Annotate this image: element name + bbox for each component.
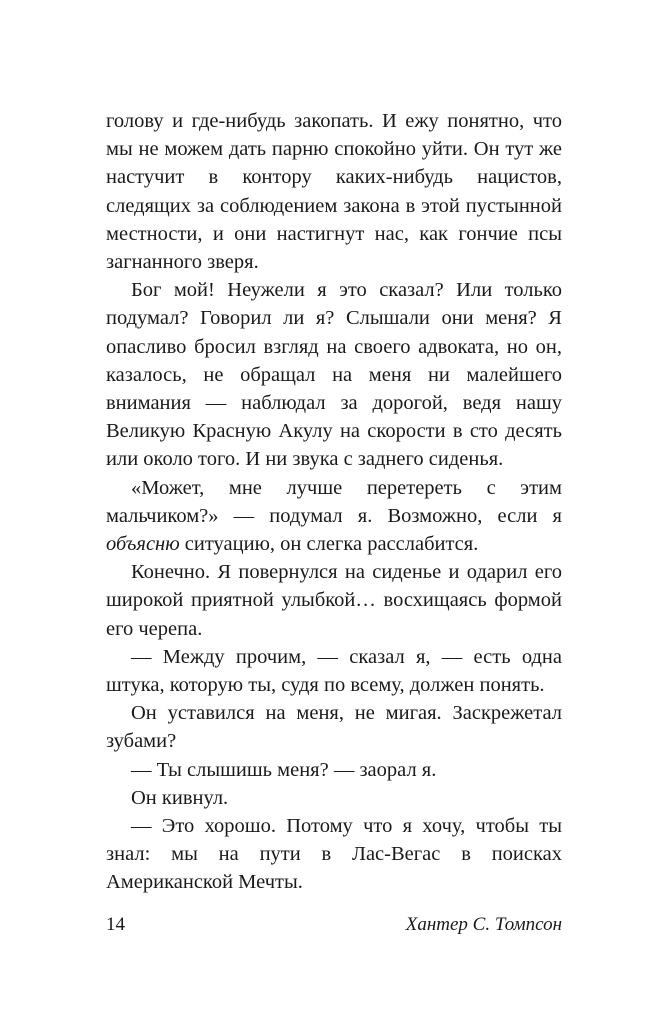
paragraph: — Это хорошо. Потому что я хочу, чтобы ты знал: мы на пути в Лас-Вегас в поисках Американской Мечты. <box>106 815 562 894</box>
paragraph: — Ты слышишь меня? — заорал я. <box>131 758 437 781</box>
paragraph: — Между прочим, — сказал я, — есть одна штука, которую ты, судя по всему, должен понять. <box>106 645 562 697</box>
paragraph-text: ситуацию, он слегка расслабится. <box>179 533 479 556</box>
page-number: 14 <box>106 914 125 935</box>
running-author: Хантер С. Томпсон <box>405 914 562 935</box>
paragraph: Он уставился на меня, не мигая. Заскрежетал зубами? <box>106 702 562 753</box>
paragraph-text: «Может, мне лучше перетереть с этим мальчиком?» — подумал я. Возможно, если я <box>106 476 562 527</box>
paragraph <box>106 474 562 559</box>
emphasized-word: объясню <box>106 533 180 556</box>
paragraph: Бог мой! Неужели я это сказал? Или только подумал? Говорил ли я? Слышали они меня? Я опасливо бросил взгляд на своего адвоката, но он, казалось, не обращал на меня ни малейшего внимания — наблюдал за дорогой, ведя нашу Великую Красную Акулу на скорости в сто десять или около того. И ни звука с заднего сиденья. <box>106 279 562 471</box>
body-text <box>106 107 562 897</box>
paragraph: Он кивнул. <box>131 786 229 809</box>
paragraph: Конечно. Я повернулся на сиденье и одарил его широкой приятной улыбкой… восхищаясь формой его черепа. <box>106 561 562 640</box>
paragraph: голову и где-нибудь закопать. И ежу понятно, что мы не можем дать парню спокойно уйти. Он тут же настучит в контору каких-нибудь нацистов, следящих за соблюдением закона в этой пустынной местности, и они настигнут нас, как гончие псы загнанного зверя. <box>106 110 562 274</box>
